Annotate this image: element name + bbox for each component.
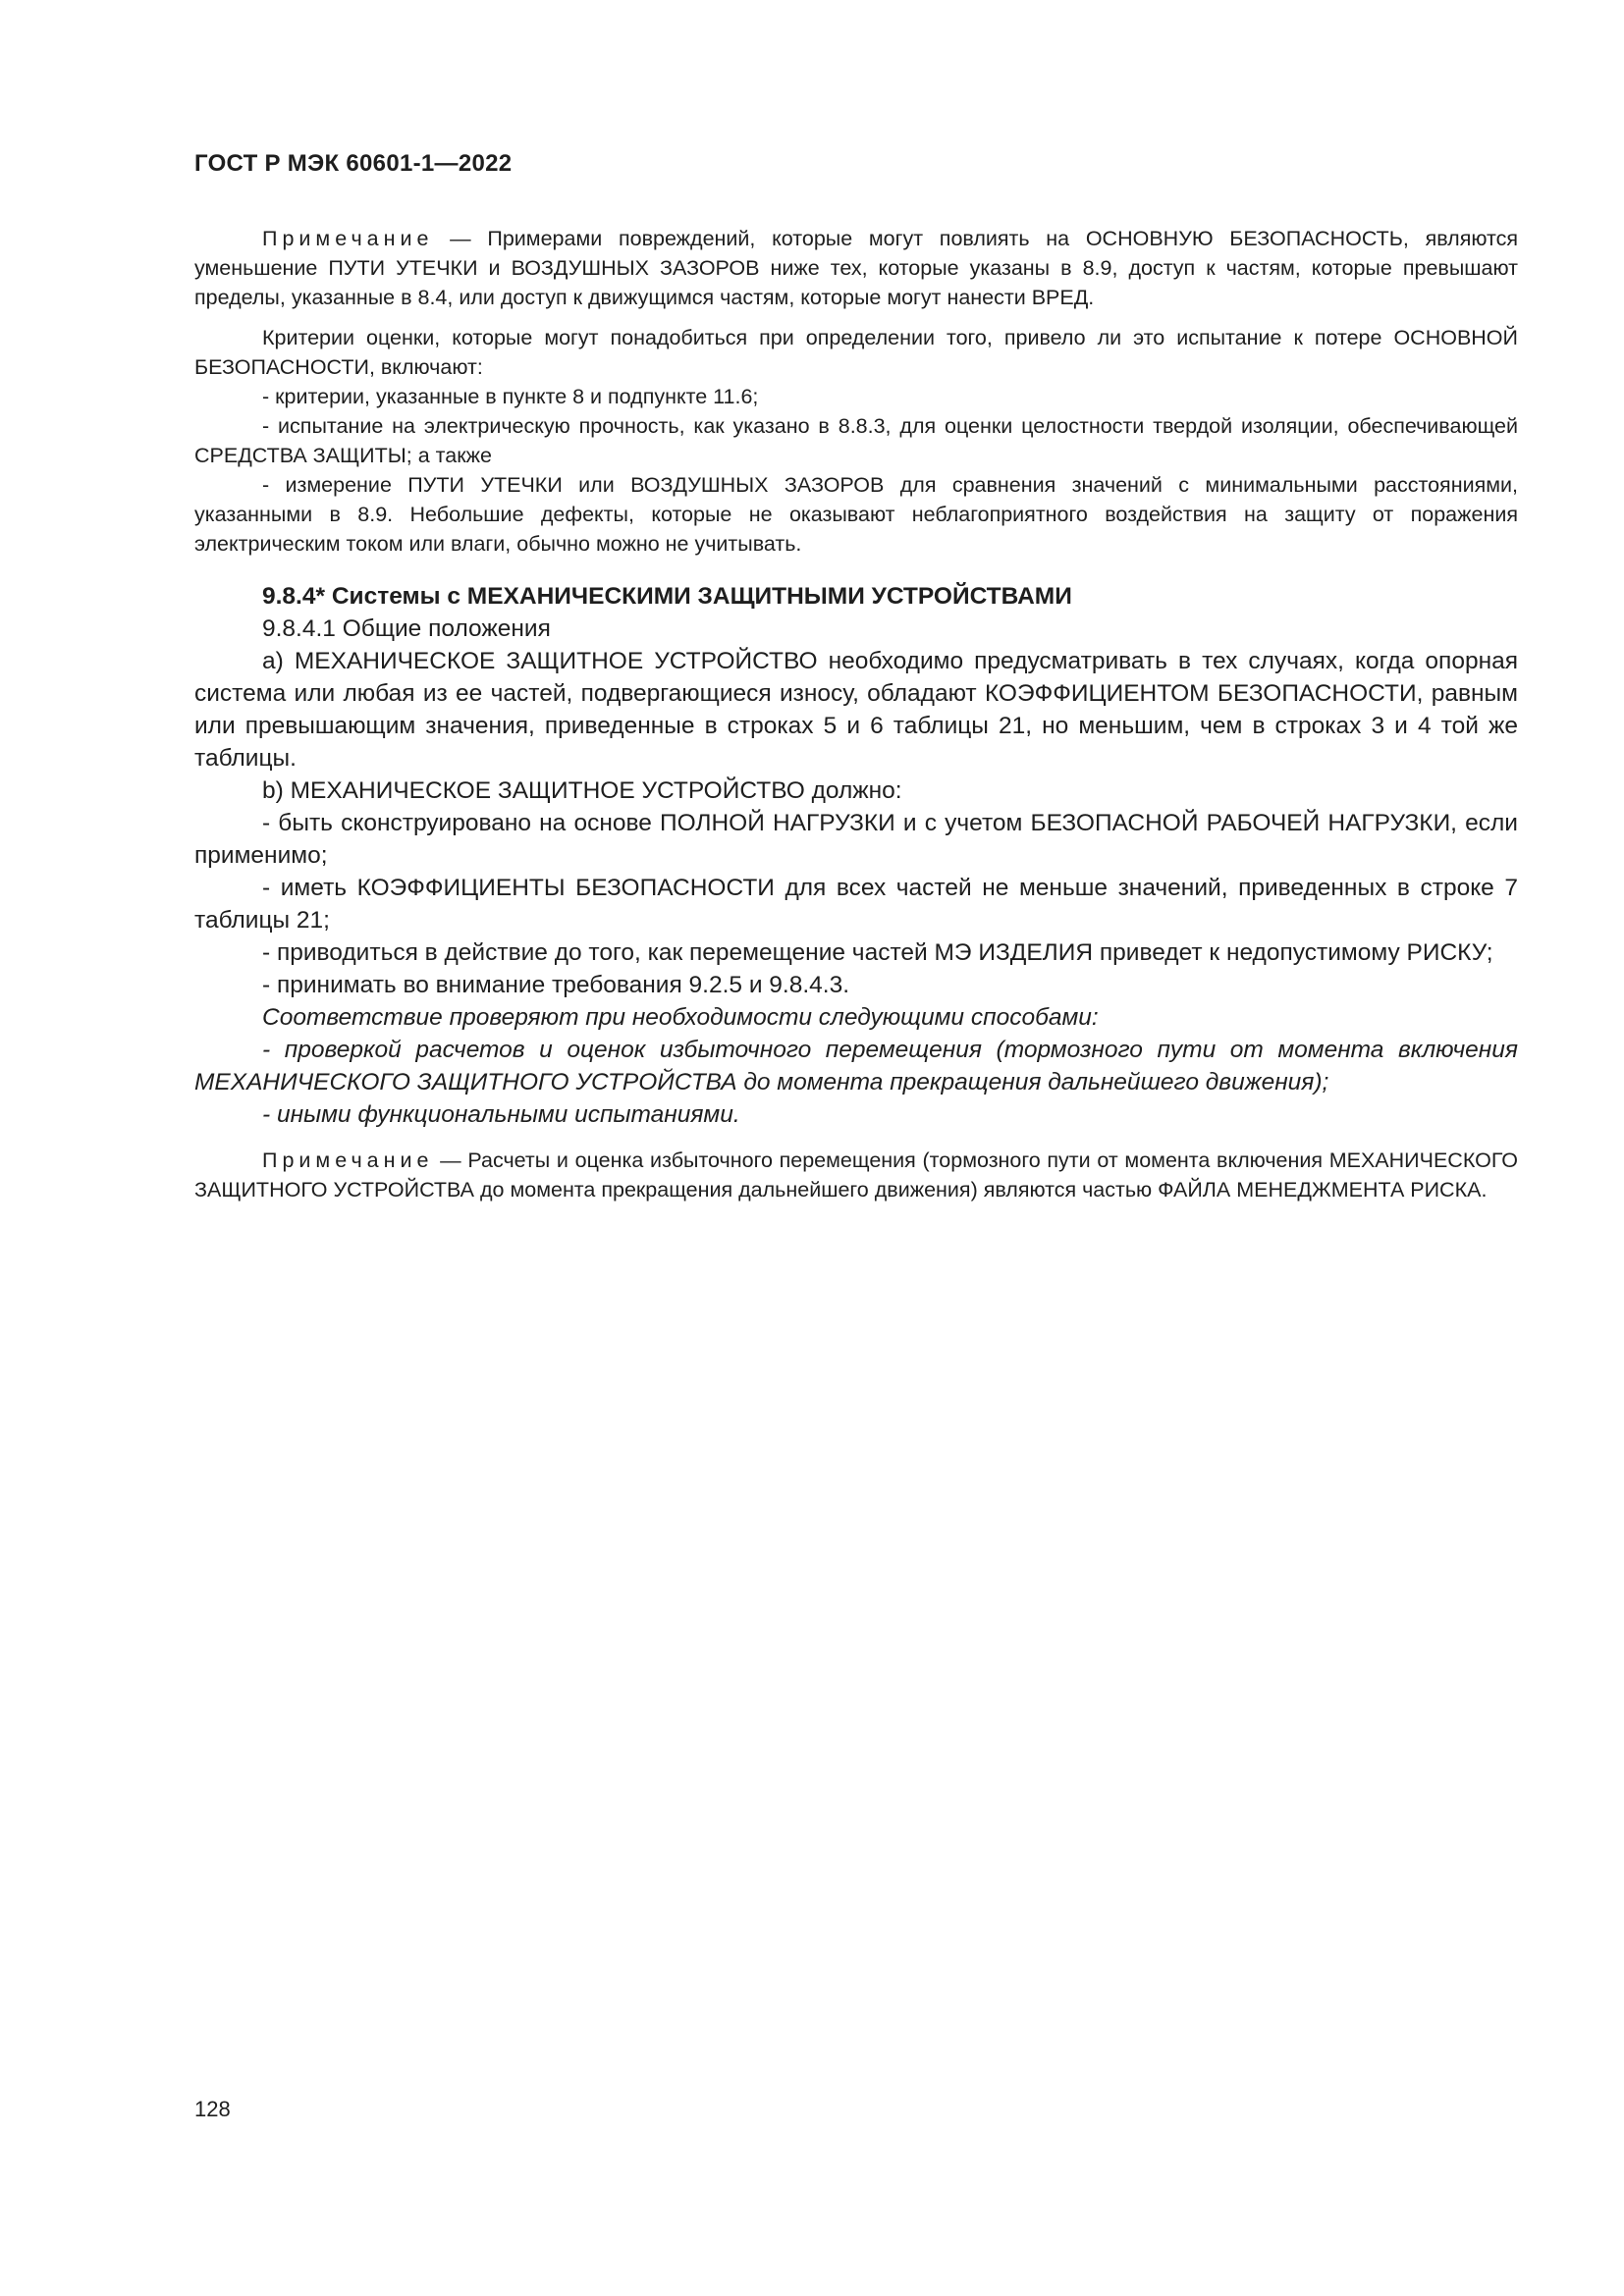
criteria-item: - критерии, указанные в пункте 8 и подпункте 11.6; <box>262 385 759 408</box>
criteria-item: - измерение ПУТИ УТЕЧКИ или ВОЗДУШНЫХ ЗАЗОРОВ для сравнения значений с минимальными расстояниями, указанными в 8.9. Небольшие дефекты, которые не оказывают неблагоприятного воздействия на защиту от поражения электрическим током или влаги, обычно можно не учитывать. <box>194 473 1518 556</box>
compliance-intro: Соответствие проверяют при необходимости следующими способами: <box>262 1004 1099 1031</box>
page-number: 128 <box>194 2097 231 2121</box>
document-body <box>194 224 1518 1204</box>
requirement-item-a: a) МЕХАНИЧЕСКОЕ ЗАЩИТНОЕ УСТРОЙСТВО необходимо предусматривать в тех случаях, когда опорная система или любая из ее частей, подвергающиеся износу, обладают КОЭФФИЦИЕНТОМ БЕЗОПАСНОСТИ, равным или превышающим значения, приведенные в строках 5 и 6 таблицы 21, но меньшим, чем в строках 3 и 4 той же таблицы. <box>194 648 1518 772</box>
requirement-subitem: - приводиться в действие до того, как перемещение частей МЭ ИЗДЕЛИЯ приведет к недопустимому РИСКУ; <box>262 939 1493 966</box>
note-label: Примечание <box>262 1148 434 1172</box>
note-paragraph <box>194 224 1518 312</box>
criteria-item: - испытание на электрическую прочность, как указано в 8.8.3, для оценки целостности твердой изоляции, обеспечивающей СРЕДСТВА ЗАЩИТЫ; а также <box>194 414 1518 467</box>
compliance-item: - проверкой расчетов и оценок избыточного перемещения (тормозного пути от момента включения МЕХАНИЧЕСКОГО ЗАЩИТНОГО УСТРОЙСТВА до момента прекращения дальнейшего движения); <box>194 1037 1518 1095</box>
section-heading: 9.8.4* Системы с МЕХАНИЧЕСКИМИ ЗАЩИТНЫМИ УСТРОЙСТВАМИ <box>262 583 1072 610</box>
note-paragraph <box>194 1146 1518 1204</box>
subsection-heading: 9.8.4.1 Общие положения <box>262 615 551 642</box>
note-label: Примечание <box>262 227 434 250</box>
compliance-item: - иными функциональными испытаниями. <box>262 1101 740 1128</box>
requirement-subitem: - иметь КОЭФФИЦИЕНТЫ БЕЗОПАСНОСТИ для всех частей не меньше значений, приведенных в строке 7 таблицы 21; <box>194 875 1518 934</box>
note-text: — Расчеты и оценка избыточного перемещения (тормозного пути от момента включения МЕХАНИЧЕСКОГО ЗАЩИТНОГО УСТРОЙСТВА до момента прекращения дальнейшего движения) являются частью ФАЙЛА МЕНЕДЖМЕНТА РИСКА. <box>194 1148 1518 1201</box>
requirement-subitem: - быть сконструировано на основе ПОЛНОЙ НАГРУЗКИ и с учетом БЕЗОПАСНОЙ РАБОЧЕЙ НАГРУЗКИ, если применимо; <box>194 810 1518 869</box>
requirement-item-b: b) МЕХАНИЧЕСКОЕ ЗАЩИТНОЕ УСТРОЙСТВО должно: <box>262 777 902 804</box>
criteria-intro: Критерии оценки, которые могут понадобиться при определении того, привело ли это испытание к потере ОСНОВНОЙ БЕЗОПАСНОСТИ, включают: <box>194 326 1518 379</box>
requirement-subitem: - принимать во внимание требования 9.2.5 и 9.8.4.3. <box>262 972 850 998</box>
document-header: ГОСТ Р МЭК 60601-1—2022 <box>194 150 513 177</box>
note-text: — Примерами повреждений, которые могут повлиять на ОСНОВНУЮ БЕЗОПАСНОСТЬ, являются уменьшение ПУТИ УТЕЧКИ и ВОЗДУШНЫХ ЗАЗОРОВ ниже тех, которые указаны в 8.9, доступ к частям, которые превышают пределы, указанные в 8.4, или доступ к движущимся частям, которые могут нанести ВРЕД. <box>194 227 1518 309</box>
